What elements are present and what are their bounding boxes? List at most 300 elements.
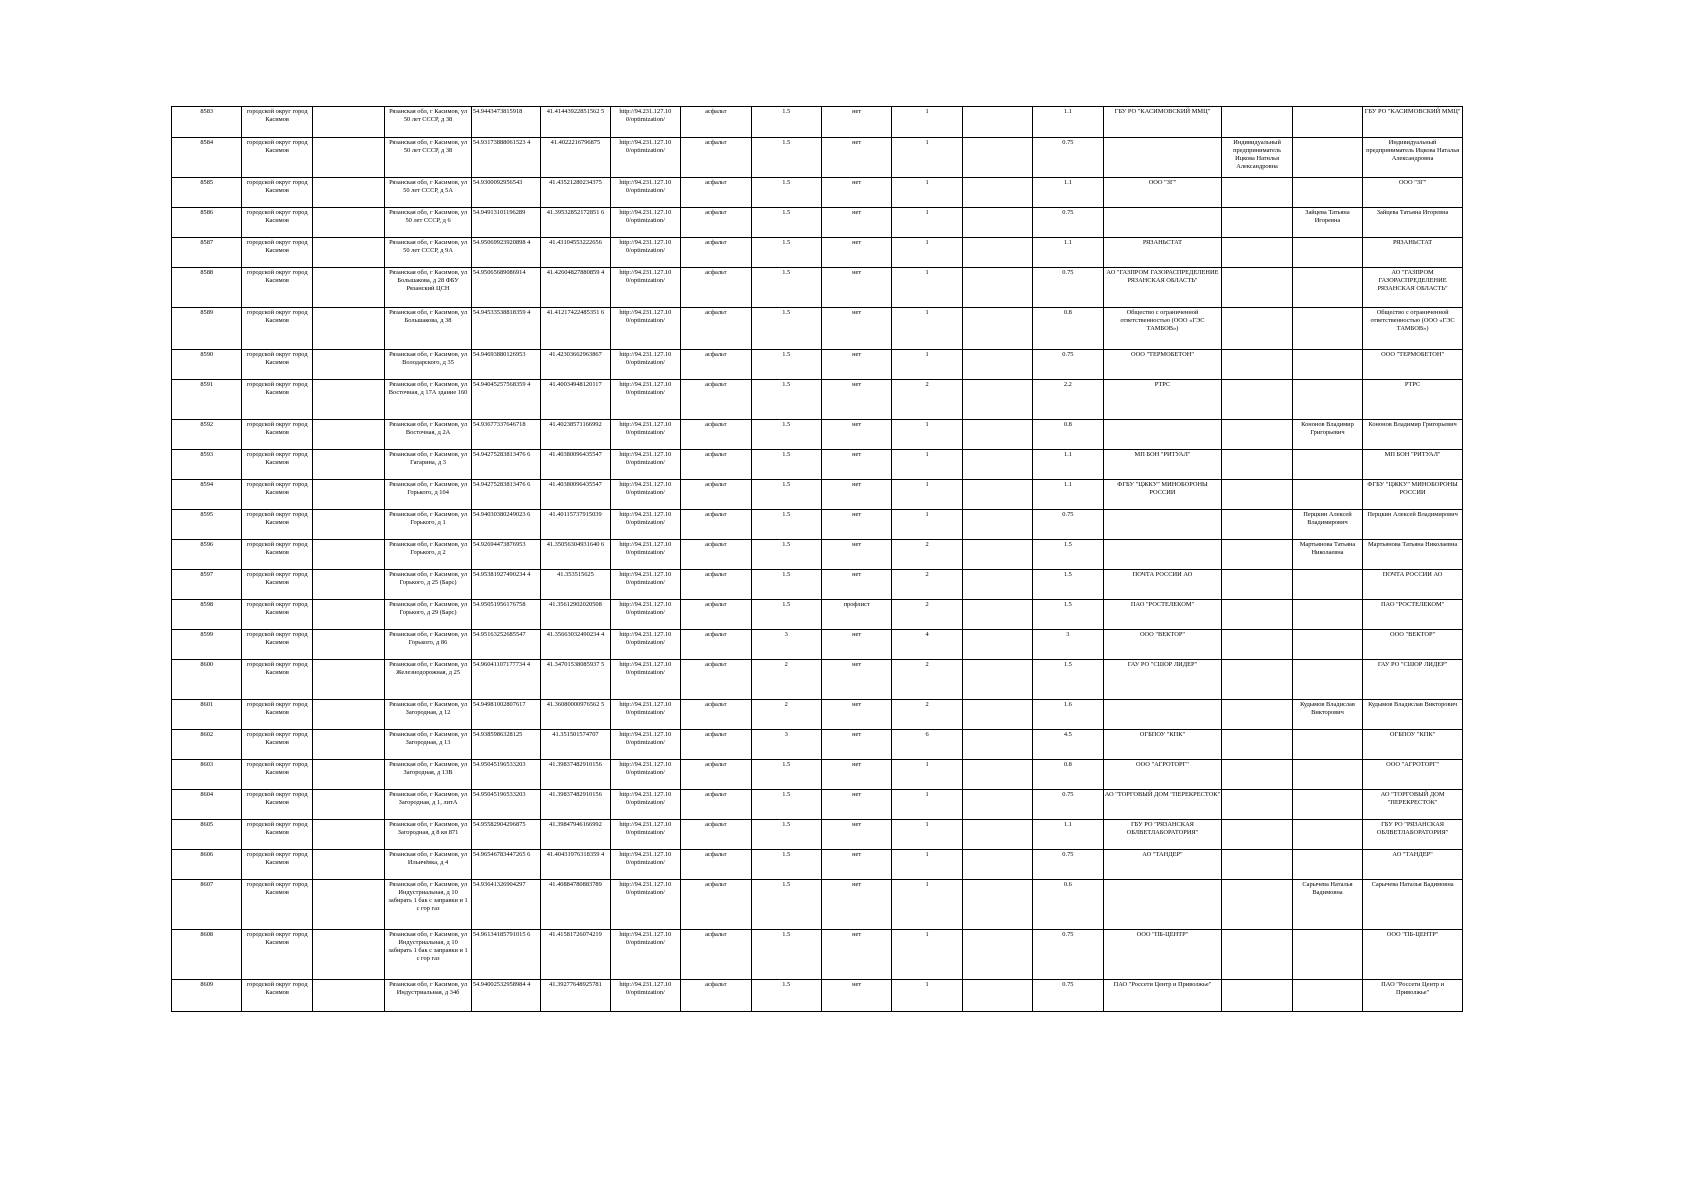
empty-cell	[962, 380, 1032, 420]
row-number: 8589	[172, 308, 242, 350]
link-cell: http://94.231.127.10 0/optimization/	[610, 208, 680, 238]
organization-cell: РЯЗАНЬСТАТ	[1103, 238, 1222, 268]
empty-cell	[312, 107, 384, 138]
latitude-cell: 54.95163252685547	[471, 630, 540, 660]
surface-cell: асфальт	[681, 790, 751, 820]
row-number: 8585	[172, 178, 242, 208]
fence-cell: нет	[821, 540, 891, 570]
entrepreneur-cell	[1222, 880, 1292, 930]
table-row	[172, 570, 1463, 600]
latitude-cell: 54.94030380249023 6	[471, 510, 540, 540]
latitude-cell: 54.96546783447265 6	[471, 850, 540, 880]
volume-cell: 0.75	[1033, 208, 1103, 238]
district-cell: городской округ город Касимов	[242, 730, 312, 760]
surface-cell: асфальт	[681, 660, 751, 700]
container-count-cell: 1	[892, 238, 962, 268]
surface-cell: асфальт	[681, 308, 751, 350]
row-number: 8591	[172, 380, 242, 420]
longitude-cell: 41.40238571166992	[541, 420, 610, 450]
owner-cell: ООО "ЗГ"	[1363, 178, 1463, 208]
registry-table	[171, 106, 1463, 1012]
empty-cell	[312, 308, 384, 350]
person-cell	[1292, 350, 1362, 380]
fence-cell: нет	[821, 238, 891, 268]
table-row	[172, 138, 1463, 178]
volume-cell: 0.8	[1033, 308, 1103, 350]
organization-cell: РТРС	[1103, 380, 1222, 420]
area-cell: 2	[751, 700, 821, 730]
fence-cell: профлист	[821, 600, 891, 630]
district-cell: городской округ город Касимов	[242, 790, 312, 820]
row-number: 8584	[172, 138, 242, 178]
area-cell: 1.5	[751, 600, 821, 630]
table-row	[172, 700, 1463, 730]
volume-cell: 1.1	[1033, 480, 1103, 510]
owner-cell: ГБУ РО "РЯЗАНСКАЯ ОБЛВЕТЛАБОРАТОРИЯ"	[1363, 820, 1463, 850]
entrepreneur-cell	[1222, 700, 1292, 730]
address-cell: Рязанская обл, г Касимов, ул Восточная, д 17А здание 160	[385, 380, 472, 420]
owner-cell: ООО "АГРОТОРГ"	[1363, 760, 1463, 790]
longitude-cell: 41.40380096435547	[541, 480, 610, 510]
empty-cell	[962, 570, 1032, 600]
entrepreneur-cell	[1222, 660, 1292, 700]
empty-cell	[962, 450, 1032, 480]
owner-cell: ОГБПОУ "КПК"	[1363, 730, 1463, 760]
link-cell: http://94.231.127.10 0/optimization/	[610, 930, 680, 980]
surface-cell: асфальт	[681, 570, 751, 600]
owner-cell: АО "ГАЗПРОМ ГАЗОРАСПРЕДЕЛЕНИЕ РЯЗАНСКАЯ ОБЛАСТЬ"	[1363, 268, 1463, 308]
person-cell	[1292, 107, 1362, 138]
link-cell: http://94.231.127.10 0/optimization/	[610, 350, 680, 380]
empty-cell	[312, 980, 384, 1012]
district-cell: городской округ город Касимов	[242, 760, 312, 790]
container-count-cell: 1	[892, 350, 962, 380]
organization-cell: ФГБУ "ЦЖКУ" МИНОБОРОНЫ РОССИИ	[1103, 480, 1222, 510]
address-cell: Рязанская обл, г Касимов, ул Индустриальная, д 10 забирать 1 бак с заправки и 1 с гор газ	[385, 880, 472, 930]
volume-cell: 3	[1033, 630, 1103, 660]
address-cell: Рязанская обл, г Касимов, ул Горького, д 29 (Барс)	[385, 600, 472, 630]
area-cell: 1.5	[751, 380, 821, 420]
owner-cell: Кононов Владимир Григорьевич	[1363, 420, 1463, 450]
surface-cell: асфальт	[681, 930, 751, 980]
longitude-cell: 41.351501574707	[541, 730, 610, 760]
district-cell: городской округ город Касимов	[242, 208, 312, 238]
entrepreneur-cell	[1222, 268, 1292, 308]
empty-cell	[962, 980, 1032, 1012]
volume-cell: 0.75	[1033, 790, 1103, 820]
address-cell: Рязанская обл, г Касимов, ул Ильичёвка, д 4	[385, 850, 472, 880]
volume-cell: 0.8	[1033, 420, 1103, 450]
empty-cell	[962, 630, 1032, 660]
fence-cell: нет	[821, 450, 891, 480]
address-cell: Рязанская обл, г Касимов, ул Большакова, д 38	[385, 308, 472, 350]
entrepreneur-cell	[1222, 208, 1292, 238]
container-count-cell: 1	[892, 178, 962, 208]
latitude-cell: 54.94981002807617	[471, 700, 540, 730]
empty-cell	[962, 730, 1032, 760]
organization-cell: ГБУ РО "РЯЗАНСКАЯ ОБЛВЕТЛАБОРАТОРИЯ"	[1103, 820, 1222, 850]
longitude-cell: 41.35612902020508	[541, 600, 610, 630]
organization-cell: МП БОН "РИТУАЛ"	[1103, 450, 1222, 480]
person-cell	[1292, 450, 1362, 480]
empty-cell	[312, 380, 384, 420]
fence-cell: нет	[821, 760, 891, 790]
entrepreneur-cell	[1222, 107, 1292, 138]
latitude-cell: 54.95582904296875	[471, 820, 540, 850]
volume-cell: 0.8	[1033, 760, 1103, 790]
longitude-cell: 41.35056304931640 6	[541, 540, 610, 570]
organization-cell: АО "ТАНДЕР"	[1103, 850, 1222, 880]
district-cell: городской округ город Касимов	[242, 107, 312, 138]
surface-cell: асфальт	[681, 760, 751, 790]
empty-cell	[962, 600, 1032, 630]
table-row	[172, 480, 1463, 510]
empty-cell	[312, 510, 384, 540]
container-count-cell: 1	[892, 308, 962, 350]
surface-cell: асфальт	[681, 420, 751, 450]
address-cell: Рязанская обл, г Касимов, ул 50 лет СССР, д 9А	[385, 238, 472, 268]
longitude-cell: 41.40034948120117	[541, 380, 610, 420]
container-count-cell: 1	[892, 880, 962, 930]
latitude-cell: 54.94045257568359 4	[471, 380, 540, 420]
row-number: 8595	[172, 510, 242, 540]
entrepreneur-cell	[1222, 630, 1292, 660]
empty-cell	[312, 930, 384, 980]
table-row	[172, 208, 1463, 238]
surface-cell: асфальт	[681, 268, 751, 308]
district-cell: городской округ город Касимов	[242, 600, 312, 630]
link-cell: http://94.231.127.10 0/optimization/	[610, 238, 680, 268]
row-number: 8593	[172, 450, 242, 480]
latitude-cell: 54.96041107177734 4	[471, 660, 540, 700]
owner-cell: АО "ТОРГОВЫЙ ДОМ "ПЕРЕКРЕСТОК"	[1363, 790, 1463, 820]
organization-cell: ГБУ РО "КАСИМОВСКИЙ ММЦ"	[1103, 107, 1222, 138]
entrepreneur-cell	[1222, 850, 1292, 880]
owner-cell: ПАО "Россети Центр и Приволжье"	[1363, 980, 1463, 1012]
row-number: 8590	[172, 350, 242, 380]
area-cell: 1.5	[751, 980, 821, 1012]
longitude-cell: 41.353515625	[541, 570, 610, 600]
surface-cell: асфальт	[681, 980, 751, 1012]
area-cell: 1.5	[751, 178, 821, 208]
entrepreneur-cell	[1222, 308, 1292, 350]
person-cell	[1292, 730, 1362, 760]
fence-cell: нет	[821, 350, 891, 380]
empty-cell	[962, 107, 1032, 138]
district-cell: городской округ город Касимов	[242, 660, 312, 700]
longitude-cell: 41.40380096435547	[541, 450, 610, 480]
person-cell: Мартьянова Татьяна Николаевна	[1292, 540, 1362, 570]
area-cell: 1.5	[751, 790, 821, 820]
volume-cell: 1.5	[1033, 660, 1103, 700]
row-number: 8583	[172, 107, 242, 138]
address-cell: Рязанская обл, г Касимов, ул Загородная, д 8 кв 871	[385, 820, 472, 850]
empty-cell	[962, 880, 1032, 930]
owner-cell: Зайцева Татьяна Игоревна	[1363, 208, 1463, 238]
empty-cell	[312, 138, 384, 178]
longitude-cell: 41.41217422485351 6	[541, 308, 610, 350]
empty-cell	[962, 138, 1032, 178]
empty-cell	[312, 570, 384, 600]
empty-cell	[962, 350, 1032, 380]
organization-cell: АО "ГАЗПРОМ ГАЗОРАСПРЕДЕЛЕНИЕ РЯЗАНСКАЯ ОБЛАСТЬ"	[1103, 268, 1222, 308]
volume-cell: 0.75	[1033, 930, 1103, 980]
owner-cell: РТРС	[1363, 380, 1463, 420]
address-cell: Рязанская обл, г Касимов, ул Загородная, д 1, литА	[385, 790, 472, 820]
empty-cell	[962, 700, 1032, 730]
container-count-cell: 1	[892, 268, 962, 308]
volume-cell: 1.1	[1033, 178, 1103, 208]
longitude-cell: 41.34701538085937 5	[541, 660, 610, 700]
person-cell	[1292, 790, 1362, 820]
area-cell: 1.5	[751, 268, 821, 308]
owner-cell: ПАО "РОСТЕЛЕКОМ"	[1363, 600, 1463, 630]
area-cell: 2	[751, 660, 821, 700]
table-body	[172, 107, 1463, 1012]
district-cell: городской округ город Касимов	[242, 880, 312, 930]
empty-cell	[312, 820, 384, 850]
row-number: 8606	[172, 850, 242, 880]
person-cell	[1292, 570, 1362, 600]
link-cell: http://94.231.127.10 0/optimization/	[610, 540, 680, 570]
table-row	[172, 730, 1463, 760]
empty-cell	[312, 600, 384, 630]
row-number: 8609	[172, 980, 242, 1012]
link-cell: http://94.231.127.10 0/optimization/	[610, 510, 680, 540]
district-cell: городской округ город Касимов	[242, 510, 312, 540]
address-cell: Рязанская обл, г Касимов, ул Восточная, д 2А	[385, 420, 472, 450]
surface-cell: асфальт	[681, 178, 751, 208]
entrepreneur-cell	[1222, 600, 1292, 630]
surface-cell: асфальт	[681, 880, 751, 930]
person-cell: Зайцева Татьяна Игоревна	[1292, 208, 1362, 238]
owner-cell: ООО "ПБ-ЦЕНТР"	[1363, 930, 1463, 980]
container-count-cell: 4	[892, 630, 962, 660]
person-cell	[1292, 138, 1362, 178]
longitude-cell: 41.41443922851562 5	[541, 107, 610, 138]
latitude-cell: 54.94275283813476 6	[471, 450, 540, 480]
entrepreneur-cell	[1222, 450, 1292, 480]
volume-cell: 1.6	[1033, 700, 1103, 730]
fence-cell: нет	[821, 790, 891, 820]
district-cell: городской округ город Касимов	[242, 630, 312, 660]
longitude-cell: 41.43104553222656	[541, 238, 610, 268]
district-cell: городской округ город Касимов	[242, 930, 312, 980]
area-cell: 1.5	[751, 820, 821, 850]
fence-cell: нет	[821, 138, 891, 178]
latitude-cell: 54.94693880126953	[471, 350, 540, 380]
district-cell: городской округ город Касимов	[242, 308, 312, 350]
district-cell: городской округ город Касимов	[242, 850, 312, 880]
empty-cell	[312, 630, 384, 660]
address-cell: Рязанская обл, г Касимов, ул 50 лет СССР, д 5А	[385, 178, 472, 208]
district-cell: городской округ город Касимов	[242, 980, 312, 1012]
address-cell: Рязанская обл, г Касимов, ул Индустриальная, д 10 забирать 1 бак с заправки и 1 с гор газ	[385, 930, 472, 980]
address-cell: Рязанская обл, г Касимов, ул Горького, д 86	[385, 630, 472, 660]
surface-cell: асфальт	[681, 350, 751, 380]
latitude-cell: 54.93677337646718	[471, 420, 540, 450]
volume-cell: 1.1	[1033, 450, 1103, 480]
table-row	[172, 790, 1463, 820]
volume-cell: 1.1	[1033, 820, 1103, 850]
row-number: 8592	[172, 420, 242, 450]
person-cell	[1292, 630, 1362, 660]
person-cell: Перцкин Алексей Владимирович	[1292, 510, 1362, 540]
empty-cell	[962, 540, 1032, 570]
longitude-cell: 41.39532852172851 6	[541, 208, 610, 238]
empty-cell	[312, 790, 384, 820]
entrepreneur-cell	[1222, 820, 1292, 850]
container-count-cell: 1	[892, 820, 962, 850]
surface-cell: асфальт	[681, 730, 751, 760]
entrepreneur-cell	[1222, 570, 1292, 600]
address-cell: Рязанская обл, г Касимов, ул 50 лет СССР, д 38	[385, 107, 472, 138]
link-cell: http://94.231.127.10 0/optimization/	[610, 630, 680, 660]
organization-cell: ОГБПОУ "КПК"	[1103, 730, 1222, 760]
person-cell	[1292, 980, 1362, 1012]
empty-cell	[962, 760, 1032, 790]
area-cell: 1.5	[751, 570, 821, 600]
address-cell: Рязанская обл, г Касимов, ул Горького, д 104	[385, 480, 472, 510]
empty-cell	[312, 268, 384, 308]
longitude-cell: 41.42303662963867	[541, 350, 610, 380]
link-cell: http://94.231.127.10 0/optimization/	[610, 700, 680, 730]
table-row	[172, 540, 1463, 570]
empty-cell	[962, 420, 1032, 450]
container-count-cell: 2	[892, 570, 962, 600]
address-cell: Рязанская обл, г Касимов, ул Горького, д 25 (Барс)	[385, 570, 472, 600]
table-row	[172, 600, 1463, 630]
row-number: 8608	[172, 930, 242, 980]
organization-cell: ГАУ РО "СШОР ЛИДЕР"	[1103, 660, 1222, 700]
surface-cell: асфальт	[681, 138, 751, 178]
surface-cell: асфальт	[681, 700, 751, 730]
address-cell: Рязанская обл, г Касимов, ул Загородная, д 12	[385, 700, 472, 730]
link-cell: http://94.231.127.10 0/optimization/	[610, 980, 680, 1012]
owner-cell: Мартьянова Татьяна Николаевна	[1363, 540, 1463, 570]
latitude-cell: 54.93641326904297	[471, 880, 540, 930]
entrepreneur-cell	[1222, 730, 1292, 760]
latitude-cell: 54.95045196533203	[471, 790, 540, 820]
latitude-cell: 54.95045196533203	[471, 760, 540, 790]
row-number: 8588	[172, 268, 242, 308]
entrepreneur-cell	[1222, 350, 1292, 380]
link-cell: http://94.231.127.10 0/optimization/	[610, 138, 680, 178]
link-cell: http://94.231.127.10 0/optimization/	[610, 600, 680, 630]
surface-cell: асфальт	[681, 630, 751, 660]
volume-cell: 1.5	[1033, 570, 1103, 600]
surface-cell: асфальт	[681, 208, 751, 238]
entrepreneur-cell	[1222, 420, 1292, 450]
owner-cell: ГАУ РО "СШОР ЛИДЕР"	[1363, 660, 1463, 700]
container-count-cell: 1	[892, 480, 962, 510]
empty-cell	[962, 238, 1032, 268]
area-cell: 3	[751, 630, 821, 660]
district-cell: городской округ город Касимов	[242, 238, 312, 268]
owner-cell: ООО "ВЕКТОР"	[1363, 630, 1463, 660]
address-cell: Рязанская обл, г Касимов, ул Загородная, д 13	[385, 730, 472, 760]
table-row	[172, 930, 1463, 980]
person-cell	[1292, 760, 1362, 790]
organization-cell	[1103, 540, 1222, 570]
link-cell: http://94.231.127.10 0/optimization/	[610, 450, 680, 480]
empty-cell	[962, 510, 1032, 540]
table-row	[172, 107, 1463, 138]
link-cell: http://94.231.127.10 0/optimization/	[610, 268, 680, 308]
surface-cell: асфальт	[681, 238, 751, 268]
organization-cell	[1103, 138, 1222, 178]
link-cell: http://94.231.127.10 0/optimization/	[610, 790, 680, 820]
entrepreneur-cell	[1222, 380, 1292, 420]
empty-cell	[312, 238, 384, 268]
latitude-cell: 54.94275283813476 6	[471, 480, 540, 510]
organization-cell: ООО "ВЕКТОР"	[1103, 630, 1222, 660]
area-cell: 1.5	[751, 850, 821, 880]
longitude-cell: 41.39277648925781	[541, 980, 610, 1012]
volume-cell: 0.75	[1033, 850, 1103, 880]
link-cell: http://94.231.127.10 0/optimization/	[610, 480, 680, 510]
table-row	[172, 420, 1463, 450]
empty-cell	[312, 700, 384, 730]
longitude-cell: 41.41581726074219	[541, 930, 610, 980]
fence-cell: нет	[821, 480, 891, 510]
address-cell: Рязанская обл, г Касимов, ул Горького, д 1	[385, 510, 472, 540]
organization-cell: ООО "ТЕРМОБЕТОН"	[1103, 350, 1222, 380]
entrepreneur-cell	[1222, 480, 1292, 510]
organization-cell: ПАО "Россети Центр и Приволжье"	[1103, 980, 1222, 1012]
address-cell: Рязанская обл, г Касимов, ул Гагарина, д 3	[385, 450, 472, 480]
empty-cell	[962, 268, 1032, 308]
fence-cell: нет	[821, 308, 891, 350]
surface-cell: асфальт	[681, 540, 751, 570]
table-row	[172, 980, 1463, 1012]
volume-cell: 4.5	[1033, 730, 1103, 760]
entrepreneur-cell	[1222, 238, 1292, 268]
container-count-cell: 2	[892, 600, 962, 630]
latitude-cell: 54.95051956176758	[471, 600, 540, 630]
area-cell: 1.5	[751, 540, 821, 570]
fence-cell: нет	[821, 178, 891, 208]
organization-cell: ООО "ЗГ"	[1103, 178, 1222, 208]
organization-cell: Общество с ограниченной ответственностью (ООО «ГЭС ТАМБОВ»)	[1103, 308, 1222, 350]
owner-cell: Индивидуальный предприниматель Ицкова Наталья Александровна	[1363, 138, 1463, 178]
latitude-cell: 54.94913101196289	[471, 208, 540, 238]
entrepreneur-cell	[1222, 540, 1292, 570]
container-count-cell: 1	[892, 930, 962, 980]
person-cell	[1292, 268, 1362, 308]
area-cell: 1.5	[751, 308, 821, 350]
volume-cell: 0.75	[1033, 510, 1103, 540]
latitude-cell: 54.94533538818359 4	[471, 308, 540, 350]
table-row	[172, 660, 1463, 700]
area-cell: 1.5	[751, 208, 821, 238]
container-count-cell: 1	[892, 107, 962, 138]
empty-cell	[312, 208, 384, 238]
person-cell	[1292, 238, 1362, 268]
organization-cell	[1103, 510, 1222, 540]
person-cell	[1292, 820, 1362, 850]
longitude-cell: 41.4022216796875	[541, 138, 610, 178]
surface-cell: асфальт	[681, 107, 751, 138]
district-cell: городской округ город Касимов	[242, 700, 312, 730]
fence-cell: нет	[821, 820, 891, 850]
container-count-cell: 1	[892, 980, 962, 1012]
empty-cell	[312, 350, 384, 380]
entrepreneur-cell	[1222, 790, 1292, 820]
longitude-cell: 41.39837482910156	[541, 790, 610, 820]
district-cell: городской округ город Касимов	[242, 820, 312, 850]
area-cell: 1.5	[751, 107, 821, 138]
